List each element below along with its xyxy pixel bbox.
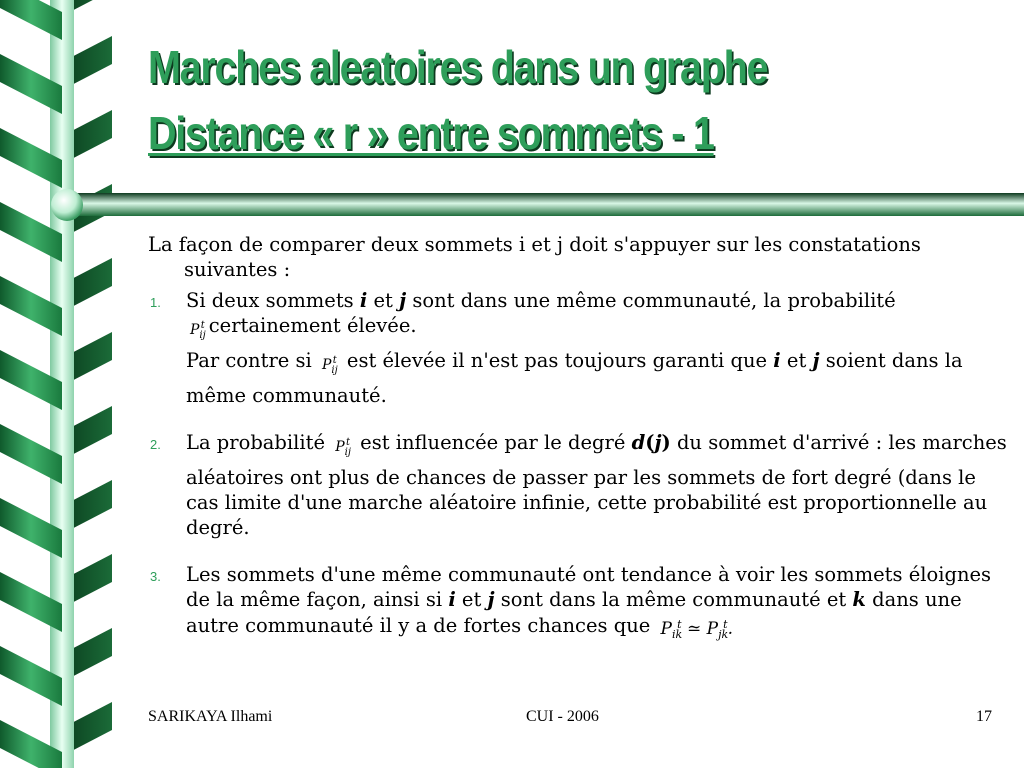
var-j: j: [487, 588, 495, 611]
text: sont dans la même communauté et: [494, 588, 853, 611]
var-i: i: [773, 349, 781, 372]
item-number: 1.: [150, 295, 161, 310]
list-item-3: [148, 562, 1008, 647]
text: est influencée par le degré: [353, 431, 632, 454]
footer-author: SARIKAYA Ilhami: [148, 708, 273, 725]
text: du sommet d'arrivé : les marches aléatoires ont plus de chances de passer par les sommets de fort degré (dans le cas limite d'une marche aléatoire infinie, cette probabilité est proportionnelle au degré.: [186, 431, 1007, 539]
text: est élevée il n'est pas toujours garanti que: [340, 349, 774, 372]
intro-text: La façon de comparer deux sommets i et j doit s'appuyer sur les constatations suivantes :: [148, 233, 921, 281]
text: et: [455, 588, 488, 611]
text: Par contre si: [186, 349, 318, 372]
math-p-ij: $P_{ij}^t$: [190, 320, 206, 341]
text: et: [367, 289, 400, 312]
var-i: i: [448, 588, 456, 611]
var-i: i: [359, 289, 368, 312]
slide-body: [148, 232, 1008, 647]
item-number: 2.: [150, 437, 161, 452]
page-number: 17: [976, 708, 992, 725]
math-p-ij: $P_{ij}^t$: [335, 437, 351, 458]
degree-d: d: [631, 431, 646, 454]
item-number: 3.: [150, 569, 161, 584]
text: Les sommets d'une même communauté ont tendance à voir les sommets éloignes de la même façon, ainsi si: [186, 563, 992, 611]
degree-j: j: [654, 431, 662, 454]
list-item-1: [148, 288, 1008, 408]
text: soient dans la même communauté.: [186, 349, 963, 407]
var-k: k: [852, 588, 866, 611]
text: Si deux sommets: [186, 289, 360, 312]
slide-title: Marches aleatoires dans un graphe: [148, 41, 768, 93]
text: certainement élevée.: [208, 314, 417, 337]
slide-subtitle: Distance « r » entre sommets - 1: [148, 107, 714, 159]
text: et: [780, 349, 813, 372]
var-j: j: [399, 289, 407, 312]
math-p-ij: $P_{ij}^t$: [321, 355, 338, 376]
text: dans une autre communauté il y a de fortes chances que: [186, 588, 962, 637]
list-item-2: 2. La probabilité $P_{ij}^t$ est influencée par le degré d(j) du sommet d'arrivé : les marches aléatoires ont plus de chances de passer par les sommets de fort degré (dans le cas limite d'une marche aléatoire infinie, cette probabilité est proportionnelle au degré.: [150, 431, 1007, 539]
decorative-ribbon: [0, 0, 112, 768]
footer-event: CUI - 2006: [526, 708, 599, 725]
math-approx: $P_{ik}^t$ ≃ $P_{jk}^t$.: [660, 618, 733, 641]
text: La probabilité: [186, 431, 332, 454]
text: sont dans une même communauté, la probabilité: [406, 289, 896, 312]
var-j: j: [812, 349, 820, 372]
